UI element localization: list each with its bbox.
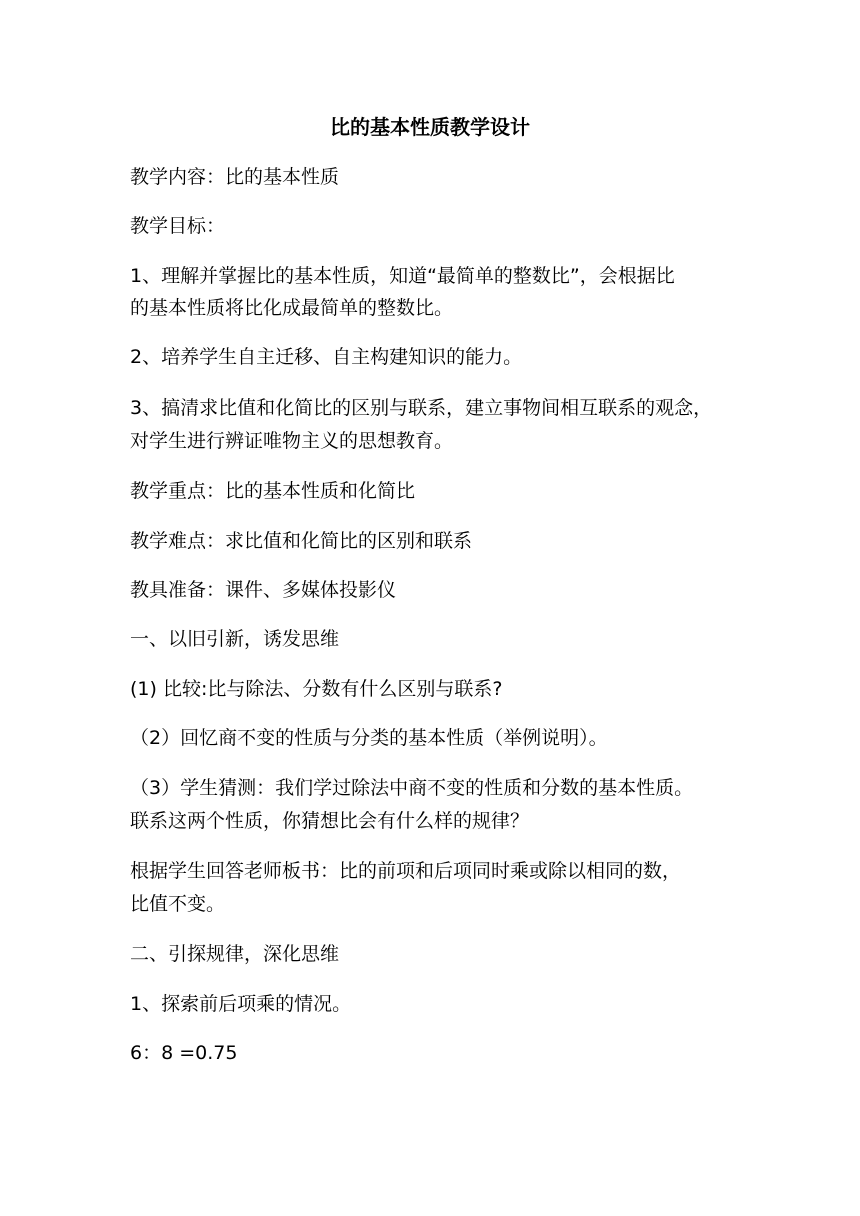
exploration-step-1: 1、探索前后项乘的情况。 xyxy=(130,993,352,1015)
objective-3-line-1: 3、搞清求比值和化简比的区别与联系，建立事物间相互联系的观念， xyxy=(130,397,713,419)
board-note-line-1: 根据学生回答老师板书：比的前项和后项同时乘或除以相同的数， xyxy=(130,860,682,882)
section-2-heading: 二、引探规律，深化思维 xyxy=(130,943,340,965)
document-title: 比的基本性质教学设计 xyxy=(330,115,530,139)
difficulties-line: 教学难点：求比值和化简比的区别和联系 xyxy=(130,530,473,552)
objective-2: 2、培养学生自主迁移、自主构建知识的能力。 xyxy=(130,346,523,368)
objective-1-line-2: 的基本性质将比化成最简单的整数比。 xyxy=(130,297,454,319)
board-note-line-2: 比值不变。 xyxy=(130,893,226,915)
objective-3-line-2: 对学生进行辨证唯物主义的思想教育。 xyxy=(130,430,454,452)
step-3-line-2: 联系这两个性质，你猜想比会有什么样的规律？ xyxy=(130,810,530,832)
step-3-line-1: （3）学生猜测：我们学过除法中商不变的性质和分数的基本性质。 xyxy=(130,777,694,799)
teaching-aids-line: 教具准备：课件、多媒体投影仪 xyxy=(130,579,397,601)
step-1: (1) 比较:比与除法、分数有什么区别与联系? xyxy=(130,678,503,700)
objective-1-line-1: 1、理解并掌握比的基本性质，知道“最简单的整数比”，会根据比 xyxy=(130,265,675,287)
content-line: 教学内容：比的基本性质 xyxy=(130,166,340,188)
objectives-heading: 教学目标： xyxy=(130,215,226,237)
key-points-line: 教学重点：比的基本性质和化简比 xyxy=(130,480,416,502)
section-1-heading: 一、以旧引新，诱发思维 xyxy=(130,628,340,650)
step-2: （2）回忆商不变的性质与分类的基本性质（举例说明）。 xyxy=(130,727,608,749)
ratio-example: 6：8 =0.75 xyxy=(130,1042,238,1064)
